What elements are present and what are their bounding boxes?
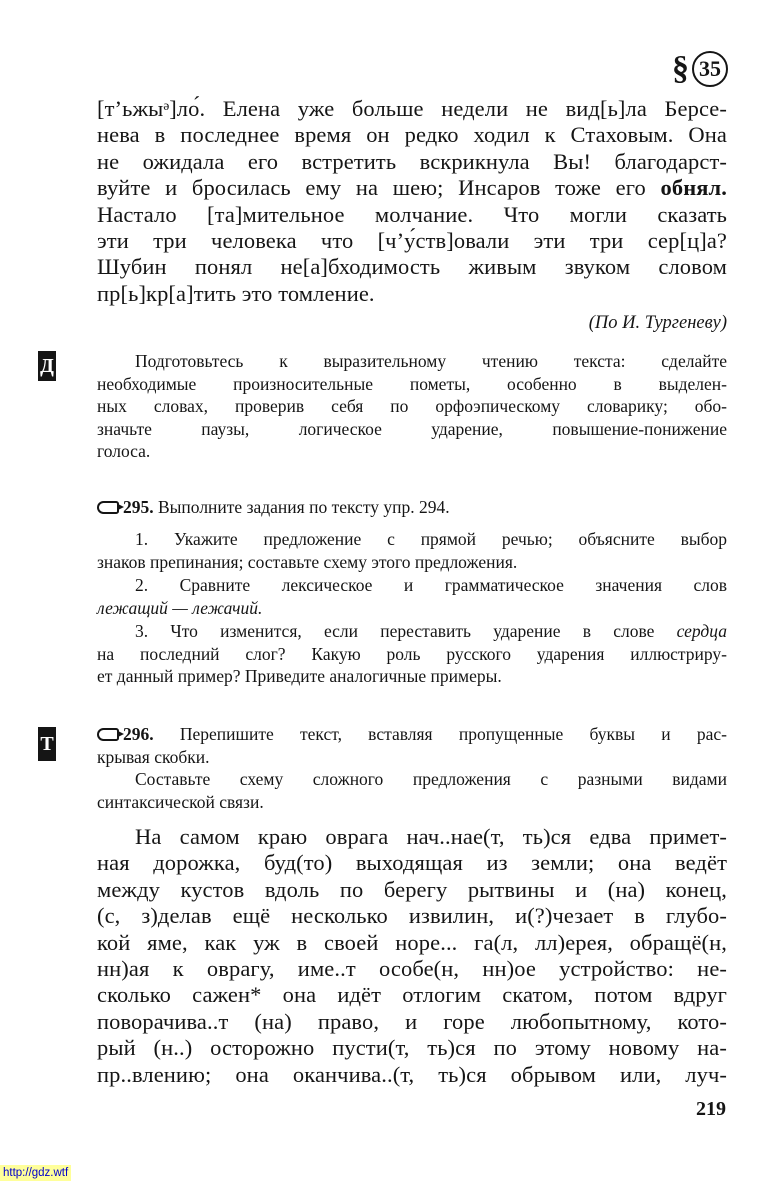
text-line: ет данный пример? Приведите аналогичные примеры.	[97, 666, 502, 687]
text-line	[97, 620, 727, 643]
marker-d-icon: Д	[38, 351, 56, 381]
pencil-icon	[97, 501, 119, 514]
exercise-295-item-3	[97, 620, 727, 688]
text-line: крывая скобки.	[97, 746, 210, 767]
exercise-295-header	[97, 496, 727, 519]
bold-text: обнял.	[660, 175, 727, 201]
section-sign: §	[672, 50, 689, 87]
text-line: 2. Сравните лексическое и грамматическое значения слов	[135, 575, 727, 595]
marker-t-icon: Т	[38, 727, 56, 761]
text-line: Составьте схему сложного предложения с разными видами	[135, 769, 727, 789]
text-line: эти три человека что [ч’у́ств]овали эти три сер[ц]а?	[97, 228, 727, 254]
text-line: значьте паузы, логическое ударение, повышение-понижение	[97, 418, 727, 439]
text-line: [т’ьжыᵊ]ло́. Елена уже больше недели не вид[ь]ла Берсе-	[97, 96, 727, 121]
exercise-296-task	[97, 768, 727, 813]
text-line: Подготовьтесь к выразительному чтению текста: сделайте	[135, 351, 727, 371]
text-line: не ожидала его встретить вскрикнула Вы! благодарст-	[97, 148, 727, 174]
text-line: пр[ь]кр[а]тить это томление.	[97, 280, 375, 306]
page-number: 219	[696, 1098, 726, 1120]
text-line	[97, 175, 727, 201]
text-294-end	[97, 96, 727, 307]
text-line	[97, 496, 727, 519]
bold-text: 295.	[123, 497, 154, 517]
text-segment: 3. Что изменится, если переставить ударение в слове	[135, 621, 677, 641]
section-header	[672, 50, 728, 88]
text-line: Настало [та]мительное молчание. Что могли сказать	[97, 201, 727, 227]
text-line: на последний слог? Какую роль русского ударения иллюстриру-	[97, 643, 727, 664]
text-line: между кустов вдоль по берегу рытвины и (на) конец,	[97, 876, 727, 902]
text-line: нева в последнее время он редко ходил к Стаховым. Она	[97, 122, 727, 148]
text-line: кой яме, как уж в своей норе... га(л, лл)ерея, обращё(н,	[97, 929, 727, 955]
text-line: На самом краю оврага нач..нае(т, ть)ся едва примет-	[135, 824, 727, 849]
italic-text: лежащий — лежачий.	[97, 597, 263, 618]
text-line: нн)ая к оврагу, име..т особе(н, нн)ое устройство: не-	[97, 956, 727, 982]
pencil-icon	[97, 728, 119, 741]
text-segment: Выполните задания по тексту упр. 294.	[153, 497, 450, 517]
text-line: рый (н..) осторожно пусти(т, ть)ся по этому новому на-	[97, 1035, 727, 1061]
text-line: поворачива..т (на) право, и горе любопытному, кото-	[97, 1008, 727, 1034]
watermark-link[interactable]: http://gdz.wtf	[0, 1165, 71, 1181]
text-line: синтаксической связи.	[97, 791, 264, 812]
text-line: пр..влению; она оканчива..(т, ть)ся обрывом или, луч-	[97, 1061, 727, 1087]
exercise-296-header	[97, 723, 727, 768]
section-number-badge: 35	[692, 51, 728, 87]
text-segment: Перепишите текст, вставляя пропущенные буквы и рас-	[153, 724, 727, 744]
text-line: знаков препинания; составьте схему этого предложения.	[97, 551, 518, 572]
italic-text: сердца	[676, 621, 727, 641]
text-line: 1. Укажите предложение с прямой речью; объясните выбор	[135, 529, 727, 549]
text-line: ных словах, проверив себя по орфоэпическому словарику; обо-	[97, 396, 727, 417]
exercise-295-item-1	[97, 528, 727, 573]
task-reading	[97, 350, 727, 463]
text-line	[97, 723, 727, 746]
text-line: сколько сажен* она идёт отлогим скатом, потом вдруг	[97, 982, 727, 1008]
text-line: необходимые произносительные пометы, особенно в выделен-	[97, 373, 727, 394]
text-line: голоса.	[97, 441, 151, 462]
text-line: Шубин понял не[а]бходимость живым звуком словом	[97, 254, 727, 280]
attribution: (По И. Тургеневу)	[588, 313, 727, 333]
exercise-295-item-2	[97, 574, 727, 619]
text-line	[97, 597, 727, 620]
bold-text: 296.	[123, 724, 154, 744]
text-segment: вуйте и бросилась ему на шею; Инсаров тоже его	[97, 175, 661, 201]
text-line: (с, з)делав ещё несколько извилин, и(?)чезает в глубо-	[97, 903, 727, 929]
text-line: ная дорожка, буд(то) выходящая из земли; она ведёт	[97, 850, 727, 876]
exercise-296-text	[97, 824, 727, 1088]
